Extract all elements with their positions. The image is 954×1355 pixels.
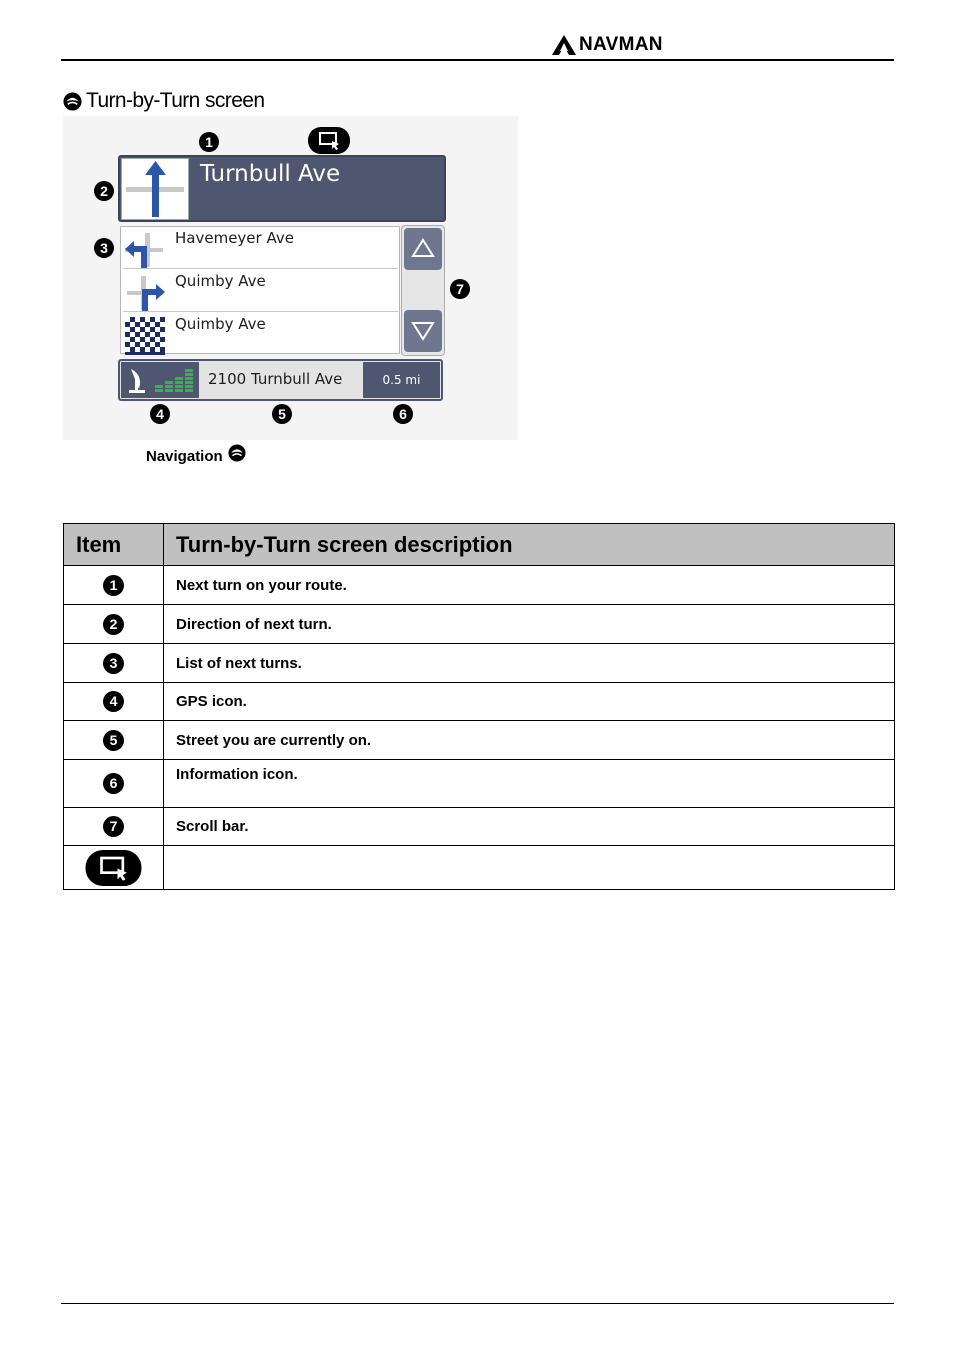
item-cell [64, 683, 164, 721]
item-number: 3 [103, 653, 124, 674]
turn-street-name: Quimby Ave [175, 315, 266, 333]
list-item[interactable] [123, 270, 398, 312]
brand-name: NAVMAN [579, 34, 663, 55]
item-cell [64, 605, 164, 644]
item-cell [64, 644, 164, 683]
description-cell: Street you are currently on. [164, 721, 895, 760]
item-number: 6 [103, 773, 124, 794]
caption-text: Navigation [146, 448, 223, 465]
up-triangle-icon [410, 237, 436, 259]
next-street-name: Turnbull Ave [200, 161, 341, 187]
header-item: Item [64, 524, 164, 566]
description-cell: GPS icon. [164, 683, 895, 721]
turn-left-icon [125, 231, 165, 269]
description-cell: Next turn on your route. [164, 566, 895, 605]
next-turns-list[interactable] [120, 226, 400, 354]
description-table [63, 523, 895, 890]
callout-5: 5 [272, 404, 292, 424]
item-cell [64, 760, 164, 808]
scroll-bar[interactable] [401, 225, 445, 356]
table-row [64, 605, 895, 644]
navigation-icon [63, 92, 82, 111]
screen-select-icon [308, 127, 350, 154]
straight-arrow-icon [122, 159, 188, 219]
table-row [64, 808, 895, 846]
list-item[interactable] [123, 227, 398, 269]
item-cell [64, 721, 164, 760]
current-street: 2100 Turnbull Ave [208, 370, 343, 388]
destination-flag-icon [125, 317, 165, 355]
next-turn-panel[interactable] [118, 155, 446, 222]
description-cell: Scroll bar. [164, 808, 895, 846]
item-number: 5 [103, 730, 124, 751]
footer-rule [61, 1303, 894, 1304]
next-turn-direction [121, 158, 189, 220]
callout-7: 7 [450, 279, 470, 299]
status-bar [118, 359, 443, 401]
info-button[interactable]: 0.5 mi [363, 362, 440, 398]
item-cell [64, 566, 164, 605]
item-cell [64, 846, 164, 890]
item-number: 4 [103, 691, 124, 712]
screen-select-icon [85, 850, 142, 886]
figure-caption [146, 448, 246, 465]
turn-by-turn-screenshot [63, 116, 518, 440]
header-rule [61, 59, 894, 61]
navigation-icon [228, 444, 246, 462]
item-number: 2 [103, 614, 124, 635]
item-cell [64, 808, 164, 846]
callout-4: 4 [150, 404, 170, 424]
table-row [64, 721, 895, 760]
table-row [64, 566, 895, 605]
turn-street-name: Havemeyer Ave [175, 229, 294, 247]
scroll-up-button[interactable] [404, 228, 442, 270]
scroll-down-button[interactable] [404, 310, 442, 352]
description-cell: Information icon. [164, 760, 895, 808]
table-row [64, 644, 895, 683]
table-row [64, 846, 895, 890]
callout-6: 6 [393, 404, 413, 424]
down-triangle-icon [410, 320, 436, 342]
item-number: 7 [103, 816, 124, 837]
description-cell: List of next turns. [164, 644, 895, 683]
callout-3: 3 [94, 238, 114, 258]
callout-2: 2 [94, 181, 114, 201]
section-title-text: Turn-by-Turn screen [86, 89, 265, 112]
table-header-row [64, 524, 895, 566]
table-row [64, 760, 895, 808]
gps-icon [125, 365, 197, 395]
callout-1: 1 [199, 132, 219, 152]
description-cell [164, 846, 895, 890]
turn-right-icon [125, 274, 165, 312]
gps-status[interactable] [121, 362, 199, 398]
item-number: 1 [103, 575, 124, 596]
navman-logo [552, 34, 663, 56]
section-title [63, 89, 264, 113]
navman-logo-icon [552, 35, 576, 55]
header-description: Turn-by-Turn screen description [164, 524, 895, 566]
table-row [64, 683, 895, 721]
turn-street-name: Quimby Ave [175, 272, 266, 290]
description-cell: Direction of next turn. [164, 605, 895, 644]
list-item[interactable] [123, 313, 398, 355]
